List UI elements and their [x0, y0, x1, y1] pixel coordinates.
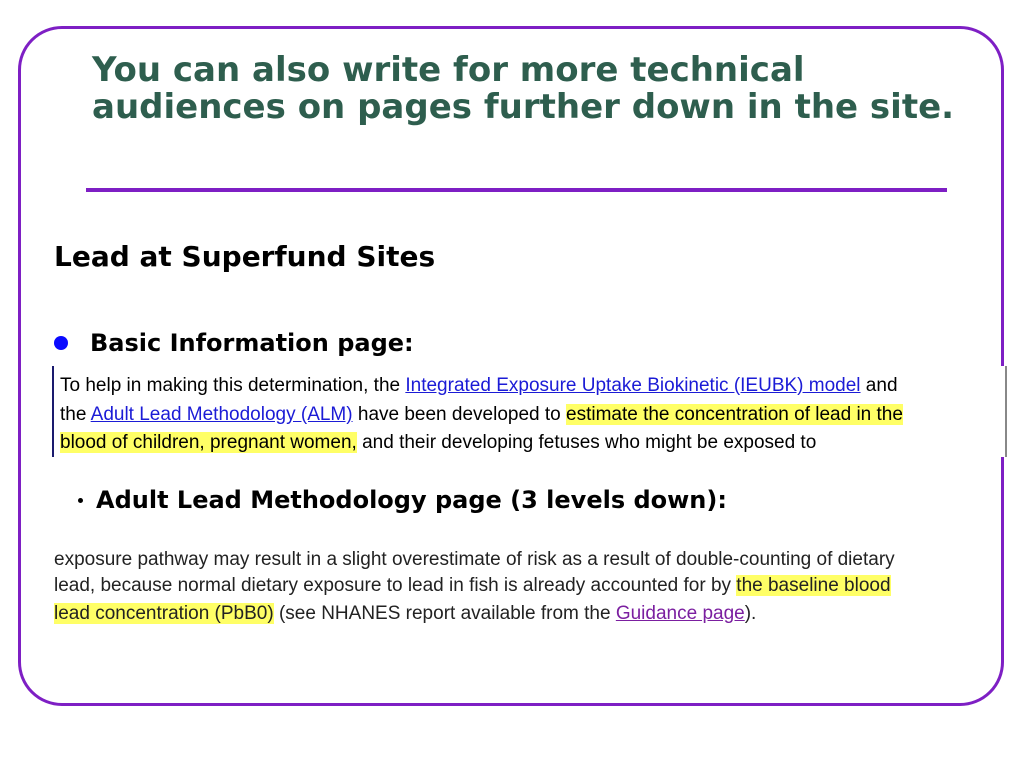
highlighted-text: lead concentration (PbB0): [54, 603, 274, 624]
sub-bullet-label: Adult Lead Methodology page (3 levels down):: [96, 486, 727, 514]
excerpt-text: lead, because normal dietary exposure to lead in fish is already accounted for by: [54, 575, 737, 596]
bullet-label: Basic Information page:: [90, 329, 414, 357]
slide-title: You can also write for more technical audiences on pages further down in the site.: [92, 50, 955, 127]
sub-bullet-dot-icon: [78, 498, 83, 503]
excerpt-text: To help in making this determination, the: [60, 375, 406, 396]
excerpt-text: have been developed to: [352, 404, 566, 425]
excerpt-line: [54, 574, 891, 598]
guidance-page-link[interactable]: Guidance page: [615, 603, 745, 624]
excerpt-line: [54, 602, 756, 626]
bullet-dot-icon: [54, 336, 68, 350]
highlighted-text: blood of children, pregnant women,: [60, 432, 357, 453]
bullet-basic-information: [54, 328, 414, 358]
sub-bullet-alm-page: [78, 486, 727, 514]
alm-page-excerpt: [52, 546, 982, 636]
highlighted-text: estimate the concentration of lead in the: [566, 404, 903, 425]
excerpt-text: and their developing fetuses who might be exposed to: [356, 432, 817, 453]
title-divider: [86, 188, 947, 192]
excerpt-line: [60, 374, 898, 398]
excerpt-line: [60, 403, 903, 427]
excerpt-text: (see NHANES report available from the: [273, 603, 616, 624]
excerpt-text: the: [60, 404, 91, 425]
section-heading: Lead at Superfund Sites: [54, 240, 436, 273]
excerpt-text: ).: [744, 603, 757, 624]
excerpt-line: exposure pathway may result in a slight overestimate of risk as a result of double-counting of dietary: [54, 549, 895, 570]
excerpt-text: and: [860, 375, 898, 396]
ieubk-model-link[interactable]: Integrated Exposure Uptake Biokinetic (IEUBK) model: [405, 375, 861, 396]
alm-link[interactable]: Adult Lead Methodology (ALM): [90, 404, 353, 425]
excerpt-line: [60, 431, 816, 455]
highlighted-text: the baseline blood: [736, 575, 891, 596]
basic-information-excerpt: [52, 366, 1007, 457]
